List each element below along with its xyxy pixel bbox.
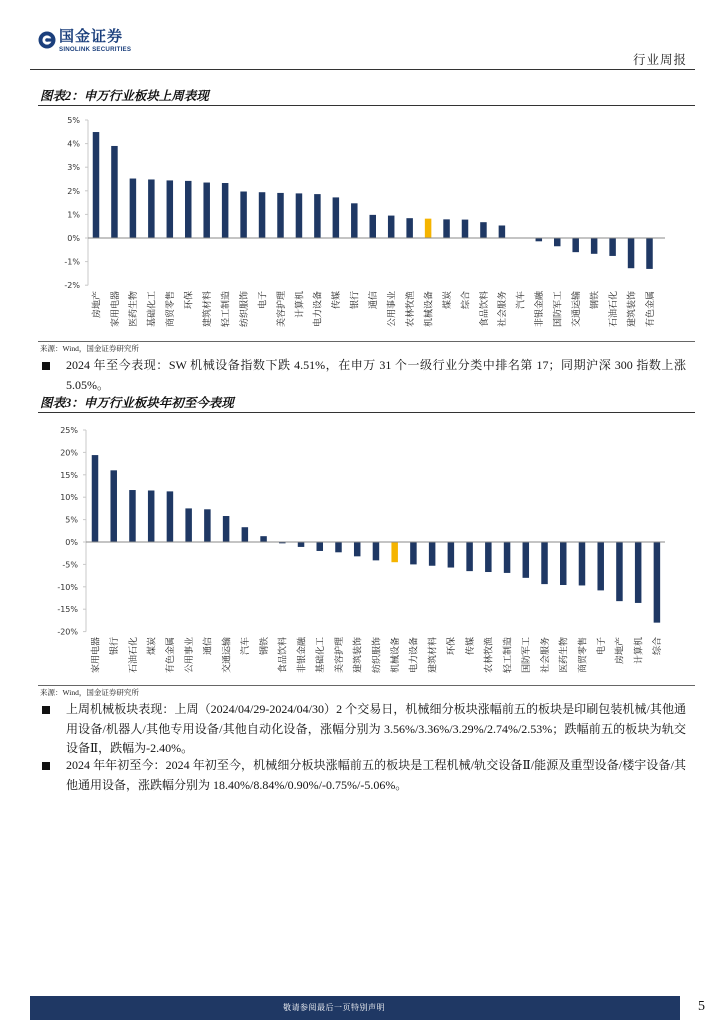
category-label: 建筑装饰 [627, 291, 638, 328]
y-tick-label: 10% [60, 493, 78, 503]
y-tick-label: 25% [60, 426, 78, 435]
category-label: 通信 [369, 291, 380, 310]
category-label: 建筑材料 [428, 637, 439, 674]
bar [591, 238, 598, 254]
bar-highlight [391, 542, 398, 562]
header-divider [30, 69, 695, 70]
bar [406, 218, 413, 238]
category-label: 汽车 [516, 291, 527, 310]
bar [110, 470, 117, 542]
category-label: 公用事业 [387, 291, 398, 328]
bar [410, 542, 417, 564]
category-label: 银行 [350, 291, 361, 310]
category-label: 电子 [597, 637, 608, 656]
category-label: 环保 [184, 291, 195, 310]
category-label: 房地产 [615, 637, 626, 665]
bar [167, 491, 174, 542]
category-label: 轻工制造 [221, 291, 232, 328]
category-label: 商贸零售 [166, 291, 177, 328]
category-label: 纺织服饰 [372, 637, 383, 674]
category-label: 钢铁 [590, 291, 601, 310]
category-label: 医药生物 [129, 291, 140, 328]
category-label: 电力设备 [313, 291, 324, 328]
logo-text-en: SINOLINK SECURITIES [59, 46, 132, 53]
y-tick-label: 5% [65, 515, 78, 525]
figure-title-weekly: 图表2：申万行业板块上周表现 [40, 89, 209, 103]
bar [572, 238, 579, 252]
category-label: 环保 [447, 637, 458, 656]
category-label: 汽车 [241, 637, 252, 656]
bar [448, 542, 455, 568]
bar [93, 132, 100, 238]
bar [523, 542, 530, 578]
y-tick-label: 0% [65, 538, 78, 547]
category-label: 食品饮料 [479, 291, 490, 328]
category-label: 有色金属 [645, 291, 656, 328]
category-label: 国防军工 [553, 291, 564, 328]
category-label: 银行 [110, 637, 121, 656]
logo-icon [38, 31, 56, 49]
bar [429, 542, 436, 566]
category-label: 农林牧渔 [405, 291, 416, 328]
y-tick-label: 20% [60, 448, 78, 458]
category-label: 国防军工 [522, 637, 533, 674]
chart-ytd-performance [38, 414, 695, 686]
bar [277, 193, 284, 238]
y-tick-label: 1% [67, 210, 80, 220]
category-label: 社会服务 [540, 637, 551, 674]
bar [185, 508, 192, 542]
bar [317, 542, 324, 551]
bar [167, 180, 174, 238]
category-label: 传媒 [465, 637, 476, 656]
category-label: 家用电器 [110, 291, 121, 328]
y-tick-label: 4% [67, 139, 80, 149]
report-type-label: 行业周报 [632, 53, 687, 67]
logo-text-cn: 国金证券 [59, 28, 124, 45]
bar [654, 542, 661, 623]
page-number: 5 [698, 999, 705, 1014]
y-tick-label: 5% [67, 116, 80, 125]
bar [485, 542, 492, 572]
category-label: 商贸零售 [578, 637, 589, 674]
bar [388, 216, 395, 238]
bar [314, 194, 321, 238]
figure-source-weekly: 来源：Wind，国金证券研究所 [40, 344, 139, 353]
bar [443, 219, 450, 238]
bar [111, 146, 118, 238]
category-label: 轻工制造 [503, 637, 514, 674]
bar [579, 542, 586, 585]
category-label: 美容护理 [334, 637, 345, 674]
bar [560, 542, 567, 585]
bullet-ytd-summary: 2024 年至今表现：SW 机械设备指数下跌 4.51%，在申万 31 个一级行业分类中排名第 17；同期沪深 300 指数上涨 5.05%。 [66, 358, 686, 392]
bar [373, 542, 380, 560]
category-label: 计算机 [295, 291, 306, 319]
category-label: 机械设备 [390, 637, 401, 674]
category-label: 美容护理 [276, 291, 287, 328]
bar [129, 490, 136, 542]
category-label: 电力设备 [409, 637, 420, 674]
bar [298, 542, 305, 547]
category-label: 机械设备 [424, 291, 435, 328]
figure-title-rule [38, 105, 695, 106]
category-label: 通信 [203, 637, 214, 656]
bar [466, 542, 473, 571]
y-tick-label: -10% [57, 582, 78, 592]
footer-disclaimer: 敬请参阅最后一页特别声明 [283, 1003, 385, 1012]
bullet-marker [42, 706, 50, 714]
bar [609, 238, 616, 256]
bullet-ytd-mechanical: 2024 年年初至今：2024 年初至今，机械细分板块涨幅前五的板块是工程机械/轨交设备Ⅱ/能源及重型设备/楼宇设备/其他通用设备，涨跌幅分别为 18.40%/8.84%/0.90%/-0.75%/-5.06%。 [66, 758, 686, 792]
category-label: 食品饮料 [278, 637, 289, 674]
figure-source-ytd: 来源：Wind，国金证券研究所 [40, 688, 139, 697]
category-label: 非银金融 [297, 637, 308, 674]
category-label: 非银金融 [535, 291, 546, 328]
bar [333, 197, 340, 238]
bar [148, 490, 155, 542]
bar [204, 509, 211, 542]
category-label: 煤炭 [147, 637, 158, 656]
bar [242, 527, 249, 542]
category-label: 建筑材料 [203, 291, 213, 328]
bar [148, 179, 155, 238]
bar [240, 192, 247, 238]
bullet-marker [42, 362, 50, 370]
bullet-weekly-mechanical: 上周机械板块表现：上周（2024/04/29-2024/04/30）2 个交易日，机械细分板块涨幅前五的板块是印刷包装机械/其他通用设备/机器人/其他专用设备/其他自动化设备，涨幅分别为 3.56%/3.36%/3.29%/2.74%/2.53%；跌幅前五的板块为轨交设备Ⅱ，跌幅为-2.40%。 [66, 702, 686, 755]
category-label: 基础化工 [147, 291, 158, 328]
category-label: 综合 [653, 637, 664, 656]
y-tick-label: 0% [67, 234, 80, 243]
figure-title-ytd: 图表3：申万行业板块年初至今表现 [40, 396, 234, 410]
bullet-marker [42, 762, 50, 770]
y-tick-label: -20% [57, 627, 78, 637]
y-tick-label: -2% [64, 281, 80, 291]
bar [635, 542, 642, 603]
category-label: 计算机 [634, 637, 645, 665]
category-label: 石油石化 [608, 291, 619, 328]
bar [222, 183, 229, 238]
y-tick-label: -15% [57, 605, 78, 615]
bar [130, 179, 137, 238]
bar-highlight [425, 219, 432, 238]
category-label: 公用事业 [184, 637, 195, 674]
bar [260, 536, 267, 542]
category-label: 建筑装饰 [353, 637, 364, 674]
chart-weekly-performance [38, 108, 695, 342]
y-tick-label: 2% [67, 186, 80, 196]
bar [354, 542, 361, 556]
category-label: 有色金属 [166, 637, 177, 674]
bar [335, 542, 342, 552]
bar [370, 215, 377, 238]
bar [203, 183, 210, 238]
y-tick-label: 3% [67, 163, 80, 173]
y-tick-label: -1% [64, 257, 80, 267]
figure-source-rule [38, 685, 695, 686]
bar [554, 238, 561, 246]
category-label: 家用电器 [91, 637, 102, 674]
category-label: 钢铁 [259, 637, 270, 656]
bar [499, 225, 506, 238]
y-tick-label: -5% [62, 560, 78, 570]
category-label: 房地产 [92, 291, 103, 319]
bar [597, 542, 604, 590]
bar [92, 455, 99, 542]
category-label: 电子 [258, 291, 269, 310]
bar [616, 542, 623, 601]
category-label: 石油石化 [128, 637, 139, 674]
category-label: 农林牧渔 [484, 637, 495, 674]
bar [296, 193, 303, 238]
bar [185, 181, 192, 238]
bar [462, 220, 469, 238]
category-label: 纺织服饰 [239, 291, 250, 328]
category-label: 交通运输 [222, 637, 233, 674]
bar [351, 203, 358, 238]
category-label: 基础化工 [316, 637, 327, 674]
bar [480, 222, 487, 238]
category-label: 社会服务 [498, 291, 509, 328]
bar [541, 542, 548, 584]
figure-source-rule [38, 341, 695, 342]
bar [628, 238, 635, 268]
figure-title-rule [38, 412, 695, 413]
bar [259, 192, 266, 238]
category-label: 传媒 [332, 291, 343, 310]
bar [646, 238, 653, 269]
bar [223, 516, 230, 542]
category-label: 煤炭 [442, 291, 453, 310]
category-label: 医药生物 [559, 637, 570, 674]
category-label: 综合 [461, 291, 472, 310]
bar [504, 542, 511, 573]
y-tick-label: 15% [60, 470, 78, 480]
category-label: 交通运输 [572, 291, 582, 328]
